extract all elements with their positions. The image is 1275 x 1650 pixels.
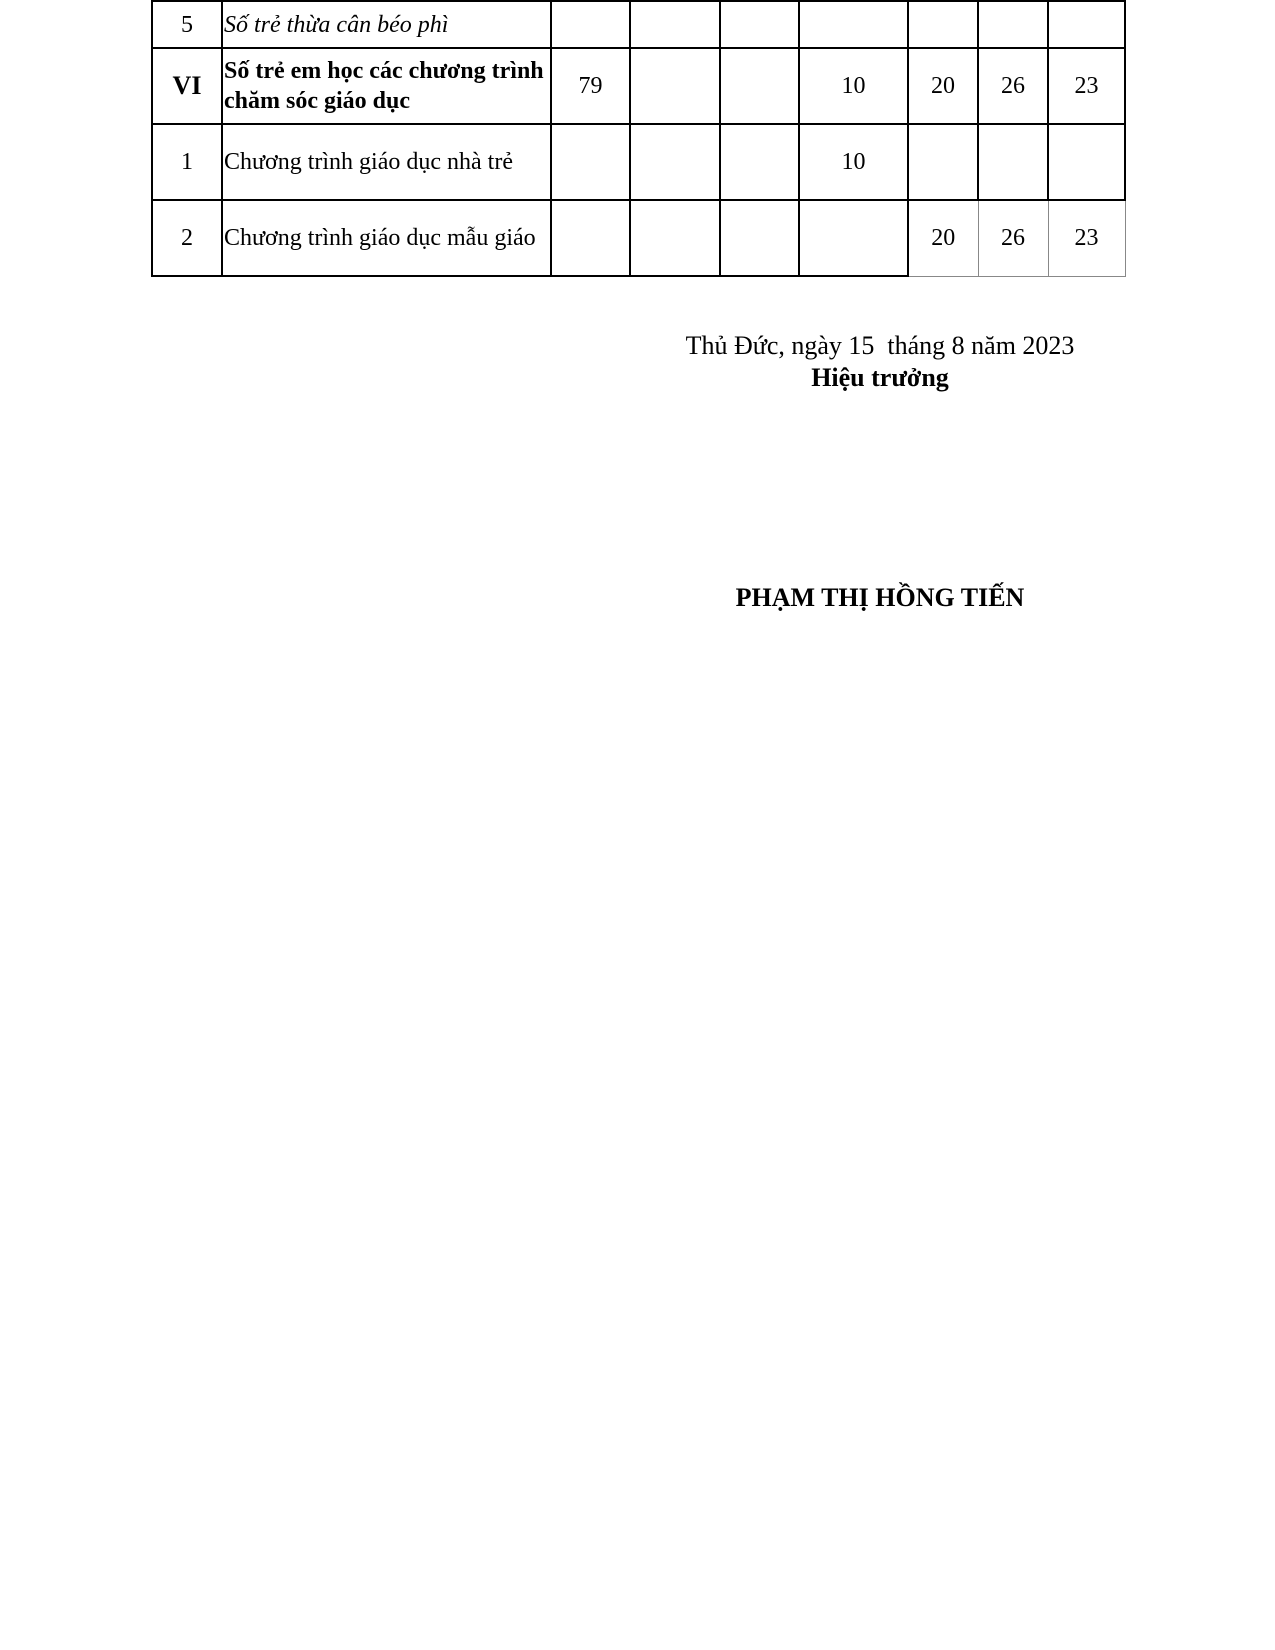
- value-cell: 26: [978, 48, 1048, 124]
- value-cell: [630, 124, 720, 200]
- value-cell: 23: [1048, 48, 1125, 124]
- value-cell: 10: [799, 48, 908, 124]
- value-cell: [720, 124, 799, 200]
- value-cell: [551, 1, 630, 48]
- row-number: 5: [152, 1, 222, 48]
- row-number: 2: [152, 200, 222, 276]
- value-cell: [799, 1, 908, 48]
- signature-block: [650, 330, 1110, 394]
- value-cell: [720, 200, 799, 276]
- row-description: Chương trình giáo dục nhà trẻ: [222, 124, 551, 200]
- value-cell: [630, 48, 720, 124]
- value-cell: [799, 200, 908, 276]
- table-row: [152, 200, 1125, 276]
- value-cell: [978, 1, 1048, 48]
- table-row: [152, 1, 1125, 48]
- row-description: Chương trình giáo dục mẫu giáo: [222, 200, 551, 276]
- value-cell: 20: [908, 200, 978, 276]
- value-cell: [1048, 1, 1125, 48]
- value-cell: 20: [908, 48, 978, 124]
- table-row: [152, 48, 1125, 124]
- row-description: Số trẻ thừa cân béo phì: [222, 1, 551, 48]
- table-row: [152, 124, 1125, 200]
- signature-date: Thủ Đức, ngày 15 tháng 8 năm 2023: [685, 331, 1075, 360]
- value-cell: [551, 124, 630, 200]
- value-cell: [978, 124, 1048, 200]
- value-cell: 26: [978, 200, 1048, 276]
- value-cell: [1048, 124, 1125, 200]
- value-cell: [720, 1, 799, 48]
- value-cell: [908, 124, 978, 200]
- value-cell: [630, 1, 720, 48]
- value-cell: [908, 1, 978, 48]
- value-cell: [720, 48, 799, 124]
- signatory-name: PHẠM THỊ HỒNG TIẾN: [735, 583, 1025, 612]
- row-number: VI: [152, 48, 222, 124]
- statistics-table: [151, 0, 1126, 277]
- value-cell: [630, 200, 720, 276]
- value-cell: 79: [551, 48, 630, 124]
- value-cell: 23: [1048, 200, 1125, 276]
- row-number: 1: [152, 124, 222, 200]
- value-cell: 10: [799, 124, 908, 200]
- value-cell: [551, 200, 630, 276]
- row-description: Số trẻ em học các chương trình chăm sóc giáo dục: [222, 48, 551, 124]
- signature-title: Hiệu trưởng: [811, 363, 949, 392]
